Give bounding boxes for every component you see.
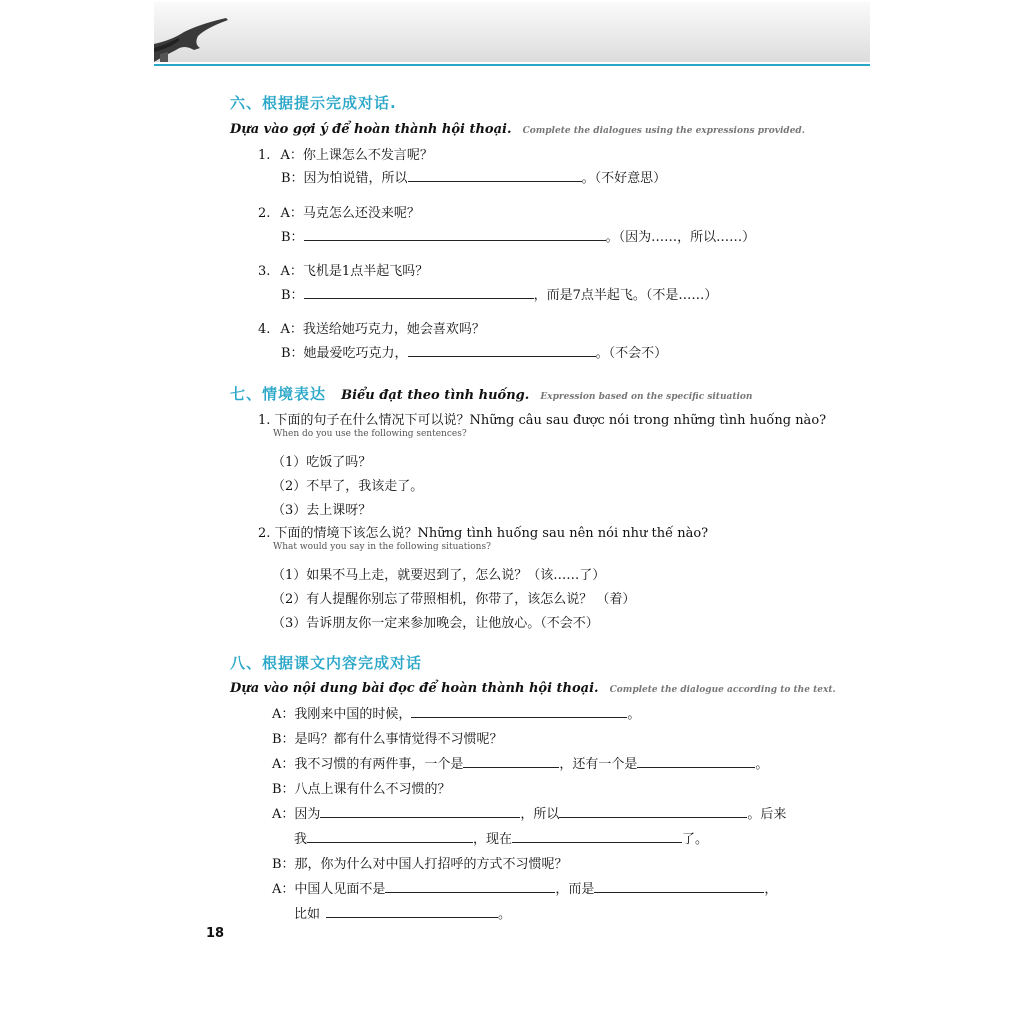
dialogue-prefix: 我 — [294, 832, 308, 847]
s7-q1-item-1: （1）吃饭了吗？ — [272, 455, 372, 470]
item-number: 3. — [258, 264, 271, 279]
dialogue-middle: ，还有一个是 — [559, 757, 638, 772]
dialogue-suffix: 。后来 — [747, 807, 787, 822]
dialogue-prefix: A：我不习惯的有两件事，一个是 — [272, 757, 464, 772]
answer-blank[interactable] — [320, 804, 520, 818]
dialogue-b-prefix: B： — [281, 230, 304, 245]
s6-item-4-a — [258, 318, 485, 337]
section-7-en: Expression based on the specific situation — [540, 392, 753, 402]
answer-blank[interactable] — [411, 704, 627, 718]
s7-q2-item-2: （2）有人提醒你别忘了带照相机，你带了，该怎么说？ （着） — [272, 592, 636, 607]
s8-line-3 — [272, 753, 768, 772]
s6-item-2-a — [258, 202, 420, 221]
section-6-subtitle — [230, 118, 805, 137]
section-7-title: 七、情境表达 — [230, 385, 327, 403]
dialogue-b-prefix: B：因为怕说错，所以 — [281, 171, 408, 186]
s6-item-3-b — [281, 284, 717, 303]
section-8-en: Complete the dialogue according to the text. — [609, 685, 836, 695]
item-number: 1. — [258, 148, 271, 163]
answer-blank[interactable] — [304, 227, 606, 241]
dialogue-suffix: 了。 — [682, 832, 709, 847]
s8-line-8 — [272, 878, 777, 897]
answer-blank[interactable] — [512, 829, 682, 843]
section-6-vn: Dựa vào gợi ý để hoàn thành hội thoại. — [230, 122, 512, 137]
s7-question-2-en: What would you say in the following situations? — [273, 542, 491, 552]
s6-item-4-b — [281, 342, 667, 361]
dialogue-prefix: A：我刚来中国的时候， — [272, 707, 412, 722]
answer-blank[interactable] — [304, 285, 534, 299]
s8-line-9 — [294, 903, 511, 922]
s7-q1-item-2: （2）不早了，我该走了。 — [272, 479, 424, 494]
dialogue-middle: ，现在 — [473, 832, 513, 847]
answer-blank[interactable] — [463, 754, 559, 768]
s6-item-2-b — [281, 226, 755, 245]
answer-blank[interactable] — [385, 879, 555, 893]
dialogue-prefix: A：中国人见面不是 — [272, 882, 386, 897]
s6-item-1-a — [258, 144, 433, 163]
dialogue-a: A：我送给她巧克力，她会喜欢吗？ — [280, 322, 485, 337]
page-header-band — [154, 2, 870, 62]
dialogue-b-suffix: 。（不会不） — [595, 346, 668, 361]
s7-q2-item-3: （3）告诉朋友你一定来参加晚会，让他放心。（不会不） — [272, 616, 599, 631]
answer-blank[interactable] — [408, 343, 596, 357]
pagoda-roof-image — [154, 14, 228, 62]
dialogue-prefix: A：因为 — [272, 807, 321, 822]
answer-blank[interactable] — [408, 168, 582, 182]
s7-q2-item-1: （1）如果不马上走，就要迟到了，怎么说？（该……了） — [272, 568, 606, 583]
dialogue-a: A：飞机是1点半起飞吗？ — [280, 264, 429, 279]
answer-blank[interactable] — [559, 804, 747, 818]
section-8-title: 八、根据课文内容完成对话 — [230, 654, 423, 672]
dialogue-a: A：你上课怎么不发言呢？ — [280, 148, 433, 163]
answer-blank[interactable] — [637, 754, 755, 768]
section-7-header — [230, 383, 752, 404]
dialogue-b-prefix: B：她最爱吃巧克力， — [281, 346, 408, 361]
item-number: 2. — [258, 206, 271, 221]
answer-blank[interactable] — [307, 829, 473, 843]
dialogue-middle: ，所以 — [520, 807, 560, 822]
item-number: 4. — [258, 322, 271, 337]
s6-item-1-b — [281, 167, 666, 186]
dialogue-suffix: 。 — [755, 757, 769, 772]
dialogue-a: A：马克怎么还没来呢？ — [280, 206, 420, 221]
dialogue-middle: ，而是 — [555, 882, 595, 897]
s8-line-6 — [294, 828, 708, 847]
dialogue-suffix: 。 — [498, 907, 512, 922]
dialogue-suffix: ， — [764, 882, 778, 897]
header-rule — [154, 64, 870, 66]
s8-line-7: B：那，你为什么对中国人打招呼的方式不习惯呢？ — [272, 857, 568, 872]
section-6-title: 六、根据提示完成对话. — [230, 94, 397, 112]
s7-q1-item-3: （3）去上课呀？ — [272, 503, 372, 518]
s8-line-5 — [272, 803, 786, 822]
s8-line-4: B：八点上课有什么不习惯的？ — [272, 782, 451, 797]
section-8-subtitle — [230, 677, 836, 696]
s7-question-1: 1. 下面的句子在什么情况下可以说？Những câu sau được nói trong những tình huống nào? — [258, 413, 827, 428]
s8-line-2: B：是吗？都有什么事情觉得不习惯呢？ — [272, 732, 503, 747]
dialogue-b-prefix: B： — [281, 288, 304, 303]
section-8-vn: Dựa vào nội dung bài đọc để hoàn thành hội thoại. — [230, 681, 599, 696]
dialogue-prefix: 比如 — [294, 907, 321, 922]
answer-blank[interactable] — [326, 904, 498, 918]
s7-question-2: 2. 下面的情境下该怎么说？Những tình huống sau nên nói như thế nào? — [258, 526, 709, 541]
s8-line-1 — [272, 703, 640, 722]
s7-question-1-en: When do you use the following sentences? — [273, 429, 467, 439]
dialogue-suffix: 。 — [627, 707, 641, 722]
dialogue-b-suffix: 。（因为……，所以……） — [605, 230, 756, 245]
section-7-vn: Biểu đạt theo tình huống. — [341, 388, 530, 403]
section-6-en: Complete the dialogues using the expressions provided. — [522, 126, 805, 136]
dialogue-b-suffix: ，而是7点半起飞。（不是……） — [533, 288, 718, 303]
dialogue-b-suffix: 。（不好意思） — [581, 171, 667, 186]
page-number: 18 — [206, 926, 225, 941]
answer-blank[interactable] — [594, 879, 764, 893]
s6-item-3-a — [258, 260, 428, 279]
